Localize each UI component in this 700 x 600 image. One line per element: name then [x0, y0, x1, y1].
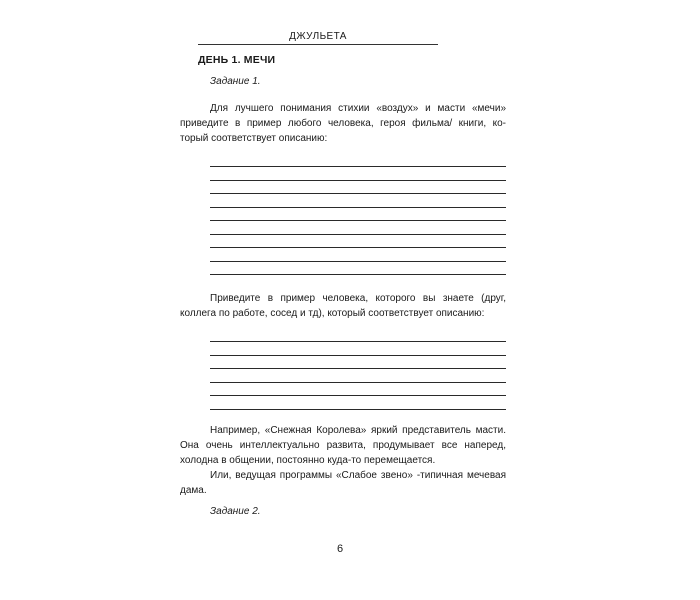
- example-line: холодна в общении, постоянно куда-то перемещается.: [180, 455, 436, 466]
- answer-line[interactable]: [210, 207, 506, 208]
- answer-line[interactable]: [210, 234, 506, 235]
- answer-line[interactable]: [210, 382, 506, 383]
- answer-line[interactable]: [210, 355, 506, 356]
- answer-line[interactable]: [210, 261, 506, 262]
- answer-line[interactable]: [210, 409, 506, 410]
- page-number: 6: [336, 543, 344, 555]
- prompt-line: Для лучшего понимания стихии «воздух» и масти «мечи»: [210, 103, 506, 114]
- example-line: Или, ведущая программы «Слабое звено» -типичная мечевая: [210, 470, 506, 481]
- example-line: Например, «Снежная Королева» яркий представитель масти.: [210, 425, 506, 436]
- answer-line[interactable]: [210, 180, 506, 181]
- prompt-line: торый соответствует описанию:: [180, 133, 328, 144]
- example-paragraph: [180, 423, 506, 498]
- answer-line[interactable]: [210, 274, 506, 275]
- prompt-line: Приведите в пример человека, которого вы знаете (друг,: [210, 293, 506, 304]
- answer-line[interactable]: [210, 220, 506, 221]
- answer-line[interactable]: [210, 395, 506, 396]
- answer-line[interactable]: [210, 247, 506, 248]
- running-header: ДЖУЛЬЕТА: [198, 31, 438, 45]
- task-2-label: Задание 2.: [210, 506, 261, 517]
- task-1-label: Задание 1.: [210, 76, 261, 87]
- answer-line[interactable]: [210, 166, 506, 167]
- prompt-line: коллега по работе, сосед и тд), который соответствует описанию:: [180, 308, 485, 319]
- task-1-prompt: [180, 101, 506, 146]
- answer-line[interactable]: [210, 193, 506, 194]
- prompt-line: приведите в пример любого человека, героя фильма/ книги, ко-: [180, 118, 506, 129]
- task-1b-prompt: [180, 291, 506, 321]
- answer-line[interactable]: [210, 341, 506, 342]
- example-line: Она очень интеллектуально развита, продумывает все наперед,: [180, 440, 506, 451]
- answer-line[interactable]: [210, 368, 506, 369]
- chapter-title: ДЕНЬ 1. МЕЧИ: [198, 54, 276, 66]
- example-line: дама.: [180, 485, 207, 496]
